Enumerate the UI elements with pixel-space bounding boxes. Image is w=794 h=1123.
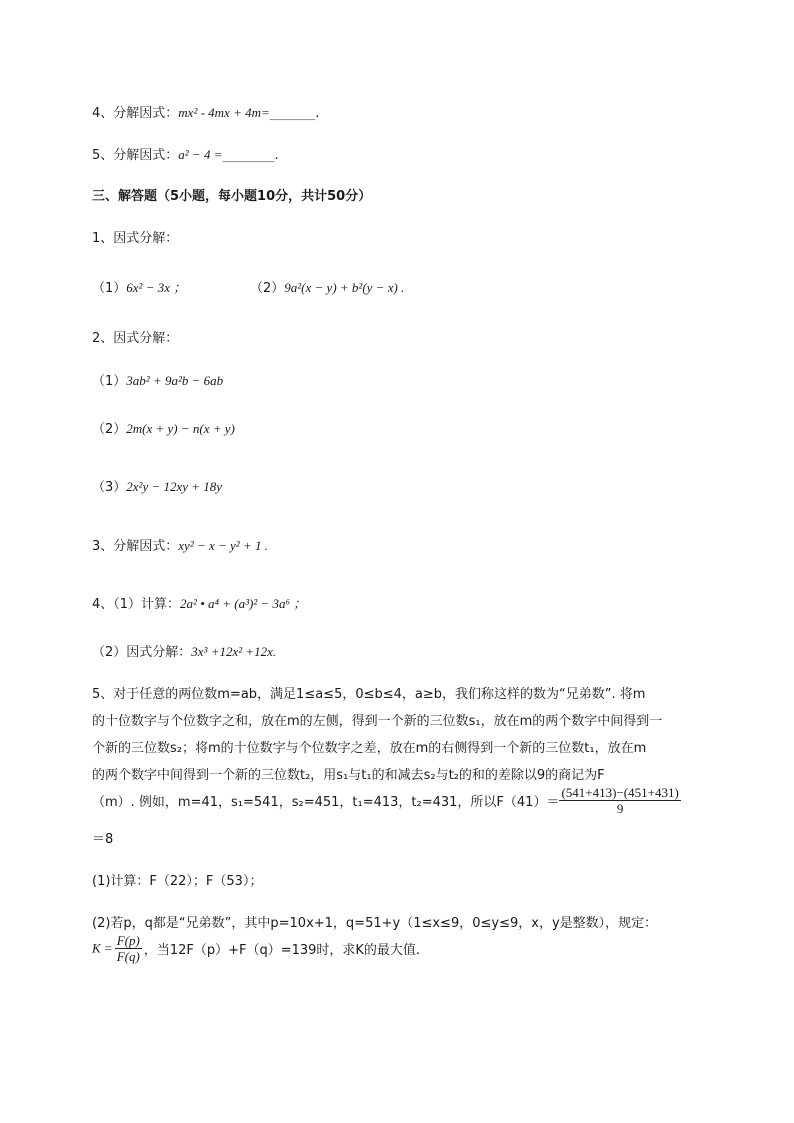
problem-4-part-2 xyxy=(92,641,276,660)
part-label: （2） xyxy=(250,281,285,296)
problem-5-line-5 xyxy=(92,785,681,816)
problem-5-sub-1: (1)计算：F（22）；F（53）； xyxy=(92,874,263,889)
question-expression: a² − 4 = xyxy=(178,147,223,162)
problem-5-sub-2-line-1: (2)若p，q都是“兄弟数”，其中p=10x+1，q=51+y（1≤x≤9，0≤y≤9，x，y是整数），规定： xyxy=(92,916,658,931)
problem-3 xyxy=(92,535,268,554)
problem-2-part-1 xyxy=(92,370,223,389)
part-expression: 2m(x + y) − n(x + y) xyxy=(126,421,235,436)
part-label: （3） xyxy=(92,480,127,495)
problem-1-part-2 xyxy=(250,277,404,296)
problem-2-part-3 xyxy=(92,476,222,495)
part-expression: 3x³ +12x² +12x. xyxy=(191,644,277,659)
part-expression: 3ab² + 9a²b − 6ab xyxy=(126,373,224,388)
question-expression: mx² - 4mx + 4m= xyxy=(178,105,270,120)
fraction-numerator: F(p) xyxy=(116,933,140,948)
fill-question-5 xyxy=(92,144,279,163)
condition-text: ，当12F（p）+F（q）=139时，求K的最大值. xyxy=(143,943,421,958)
problem-expression: 2a² • a⁴ + (a³)² − 3a⁶ ； xyxy=(180,596,307,611)
problem-2-part-2 xyxy=(92,418,235,437)
part-label: （1） xyxy=(92,374,127,389)
part-expression: 6x² − 3x ； xyxy=(126,280,187,295)
answer-blank: _______. xyxy=(269,106,320,121)
k-fraction xyxy=(115,933,142,964)
fraction-denominator: 9 xyxy=(616,801,624,816)
problem-label: 3、分解因式： xyxy=(92,539,179,554)
part-expression: 9a²(x − y) + b²(y − x) . xyxy=(284,280,405,295)
answer-blank: ________. xyxy=(222,148,279,163)
example-text: （m）. 例如，m=41，s₁=541，s₂=451，t₁=413，t₂=431，所以F（41）＝ xyxy=(92,795,560,810)
problem-2-title: 2、因式分解： xyxy=(92,331,179,346)
question-label: 5、分解因式： xyxy=(92,148,179,163)
fraction-denominator: F(q) xyxy=(116,949,140,964)
problem-expression: xy² − x − y² + 1 . xyxy=(178,538,268,553)
problem-5-line-2: 的十位数字与个位数字之和，放在m的左侧，得到一个新的三位数s₁，放在m的两个数字中间得到一 xyxy=(92,714,663,729)
part-label: （2）因式分解： xyxy=(92,645,192,660)
example-fraction xyxy=(559,785,680,816)
part-expression: 2x²y − 12xy + 18y xyxy=(126,479,223,494)
fraction-numerator: (541+413)−(451+431) xyxy=(561,785,679,800)
problem-5-line-1: 5、对于任意的两位数m=ab，满足1≤a≤5，0≤b≤4，a≥b，我们称这样的数为“兄弟数”. 将m xyxy=(92,687,646,702)
part-label: （1） xyxy=(92,281,127,296)
problem-1-title: 1、因式分解： xyxy=(92,231,179,246)
problem-5-line-4: 的两个数字中间得到一个新的三位数t₂，用s₁与t₁的和减去s₂与t₂的和的差除以9的商记为F xyxy=(92,768,605,783)
problem-5-line-6: ＝8 xyxy=(92,832,114,847)
problem-label: 4、（1）计算： xyxy=(92,597,181,612)
problem-1-part-1 xyxy=(92,277,186,296)
problem-5-line-3: 个新的三位数s₂；将m的十位数字与个位数字之差，放在m的右侧得到一个新的三位数t₁，放在m xyxy=(92,741,647,756)
question-label: 4、分解因式： xyxy=(92,106,179,121)
section-title: 三、解答题（5小题，每小题10分，共计50分） xyxy=(92,189,372,204)
part-label: （2） xyxy=(92,422,127,437)
problem-5-sub-2-line-2 xyxy=(92,933,420,964)
k-symbol: K = xyxy=(92,940,113,956)
problem-4-part-1 xyxy=(92,593,306,612)
fill-question-4 xyxy=(92,102,319,121)
